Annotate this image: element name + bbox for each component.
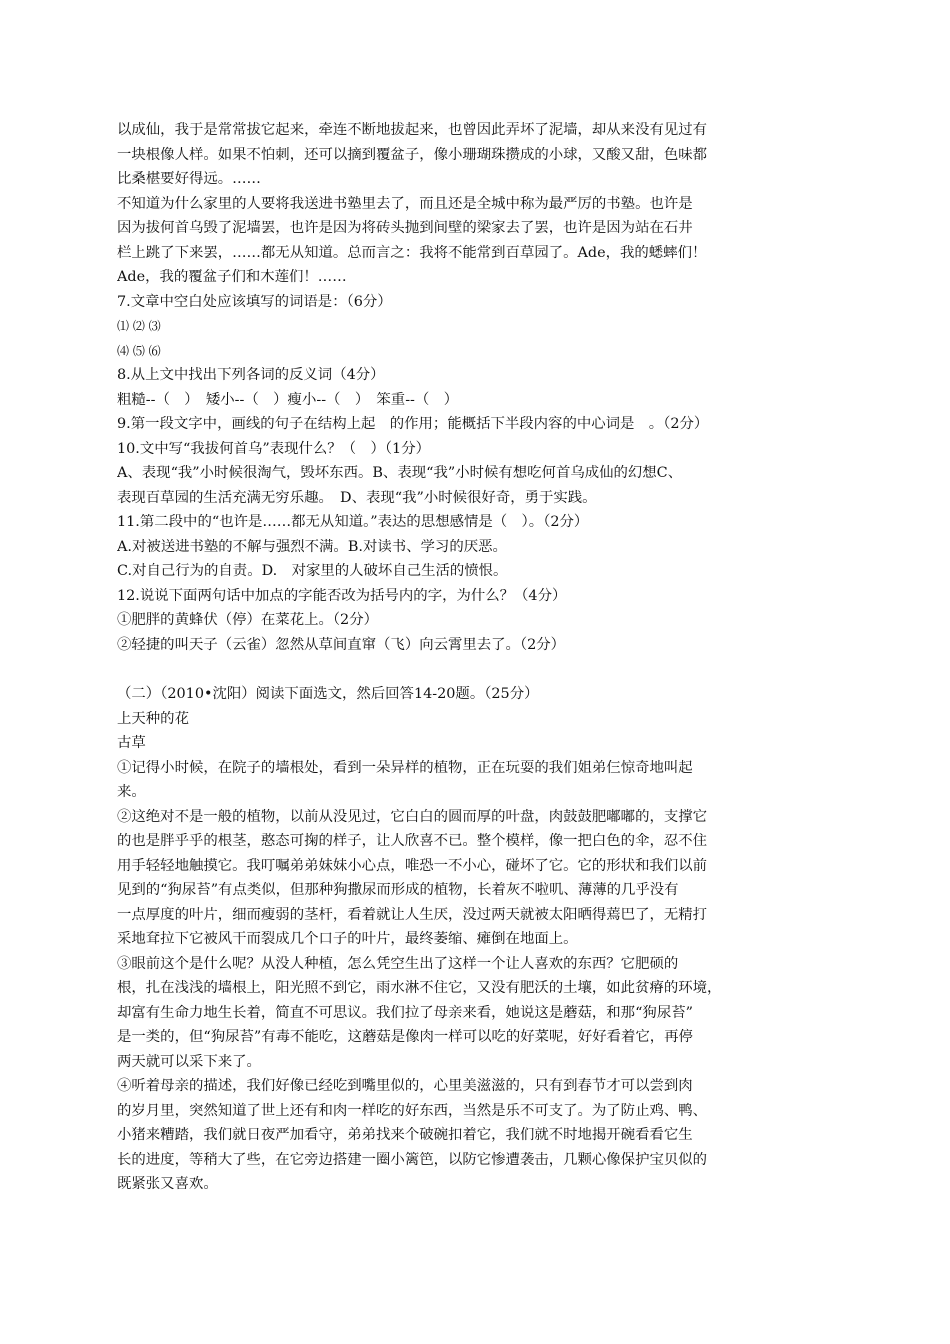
question-8-items: 粗糙--（ ） 矮小--（ ）瘦小--（ ） 笨重--（ ） xyxy=(117,391,459,408)
article-line: ②这绝对不是一般的植物，以前从没见过，它白白的圆而厚的叶盘，肉鼓鼓肥嘟嘟的，支撑它 xyxy=(117,808,708,825)
question-11: 11.第二段中的“也许是……都无从知道。”表达的思想感情是（ ）。（2分） xyxy=(117,514,589,530)
question-7-blanks: ⑷ ⑸ ⑹ xyxy=(117,343,161,358)
article-line: 采地耷拉下它被风干而裂成几个口子的叶片，最终萎缩、瘫倒在地面上。 xyxy=(117,931,578,947)
passage-line: 栏上跳了下来罢，……都无从知道。总而言之：我将不能常到百草园了。Ade，我的蟋蟀们！ xyxy=(117,244,707,261)
article-line: 是一类的，但“狗尿苔”有毒不能吃，这蘑菇是像肉一样可以吃的好菜呢，好好看着它，再停 xyxy=(117,1029,693,1045)
question-10-options: A、表现“我”小时候很淘气，毁坏东西。B、表现“我”小时候有想吃何首乌成仙的幻想C、 xyxy=(117,465,683,481)
article-line: 小猪来糟踏，我们就日夜严加看守，弟弟找来个破碗扣着它，我们就不时地揭开碗看看它生 xyxy=(117,1127,693,1143)
section-two xyxy=(117,682,817,1197)
question-list xyxy=(117,290,817,658)
article-line: 一点厚度的叶片，细而瘦弱的茎杆，看着就让人生厌，没过两天就被太阳晒得蔫巴了，无精打 xyxy=(117,906,708,923)
question-10-options: 表现百草园的生活充满无穷乐趣。 D、表现“我”小时候很好奇，勇于实践。 xyxy=(117,489,597,506)
article-line: 两天就可以采下来了。 xyxy=(117,1053,261,1070)
document-page xyxy=(117,118,817,1197)
passage-line: 不知道为什么家里的人要将我送进书塾里去了，而且还是全城中称为最严厉的书塾。也许是 xyxy=(117,195,693,212)
question-9: 9.第一段文字中，画线的句子在结构上起 的作用；能概括下半段内容的中心词是 。（2分） xyxy=(117,416,709,432)
passage-line: 比桑椹要好得远。…… xyxy=(117,171,261,187)
question-12-item: ①肥胖的黄蜂伏（停）在菜花上。（2分） xyxy=(117,612,378,628)
passage-line: 一块根像人样。如果不怕刺，还可以摘到覆盆子，像小珊瑚珠攒成的小球，又酸又甜，色味都 xyxy=(117,146,708,163)
question-10: 10.文中写“我拔何首乌”表现什么？（ ）（1分） xyxy=(117,440,430,457)
passage-line: 以成仙，我于是常常拔它起来，牵连不断地拔起来，也曾因此弄坏了泥墙，却从来没有见过有 xyxy=(117,122,708,138)
question-7: 7.文章中空白处应该填写的词语是：（6分） xyxy=(117,293,392,310)
passage-line: Ade，我的覆盆子们和木莲们！…… xyxy=(117,269,347,285)
article-line: 长的进度，等稍大了些，在它旁边搭建一圈小篱笆，以防它惨遭袭击，几颗心像保护宝贝似的 xyxy=(117,1151,708,1168)
section-gap xyxy=(117,657,817,682)
section-header: （二）（2010•沈阳）阅读下面选文，然后回答14-20题。（25分） xyxy=(117,686,539,702)
article-line: ④听着母亲的描述，我们好像已经吃到嘴里似的，心里美滋滋的，只有到春节才可以尝到肉 xyxy=(117,1078,693,1094)
question-12: 12.说说下面两句话中加点的字能否改为括号内的字，为什么？（4分） xyxy=(117,587,567,604)
article-line: 的也是胖乎乎的根茎，憨态可掬的样子，让人欣喜不已。整个模样，像一把白色的伞，忍不住 xyxy=(117,833,708,849)
article-line: 来。 xyxy=(117,784,146,800)
article-line: ①记得小时候，在院子的墙根处，看到一朵异样的植物，正在玩耍的我们姐弟仨惊奇地叫起 xyxy=(117,759,693,776)
question-8: 8.从上文中找出下列各词的反义词（4分） xyxy=(117,367,385,383)
article-author: 古草 xyxy=(117,735,146,751)
article-line: 见到的“狗尿苔”有点类似，但那种狗撒尿而形成的植物，长着灰不啦叽、薄薄的几乎没有 xyxy=(117,882,679,898)
article-line: 既紧张又喜欢。 xyxy=(117,1176,218,1192)
passage-excerpt xyxy=(117,118,817,290)
passage-line: 因为拔何首乌毁了泥墙罢，也许是因为将砖头抛到间壁的梁家去了罢，也许是因为站在石井 xyxy=(117,220,693,236)
article-line: ③眼前这个是什么呢？从没人种植，怎么凭空生出了这样一个让人喜欢的东西？它肥硕的 xyxy=(117,955,679,972)
article-line: 的岁月里，突然知道了世上还有和肉一样吃的好东西，当然是乐不可支了。为了防止鸡、鸭、 xyxy=(117,1102,708,1119)
article-line: 用手轻轻地触摸它。我叮嘱弟弟妹妹小心点，唯恐一不小心，碰坏了它。它的形状和我们以前 xyxy=(117,857,708,874)
article-line: 根，扎在浅浅的墙根上，阳光照不到它，雨水淋不住它，又没有肥沃的土壤，如此贫瘠的环境， xyxy=(117,980,722,996)
article-line: 却富有生命力地生长着，简直不可思议。我们拉了母亲来看，她说这是蘑菇，和那“狗尿苔” xyxy=(117,1004,693,1021)
question-7-blanks: ⑴ ⑵ ⑶ xyxy=(117,319,161,333)
question-11-options: A.对被送进书塾的不解与强烈不满。B.对读书、学习的厌恶。 xyxy=(117,538,507,555)
article-title: 上天种的花 xyxy=(117,710,189,727)
question-12-item: ②轻捷的叫天子（云雀）忽然从草间直窜（飞）向云霄里去了。（2分） xyxy=(117,636,566,653)
question-11-options: C.对自己行为的自责。D. 对家里的人破坏自己生活的愤恨。 xyxy=(117,563,508,579)
